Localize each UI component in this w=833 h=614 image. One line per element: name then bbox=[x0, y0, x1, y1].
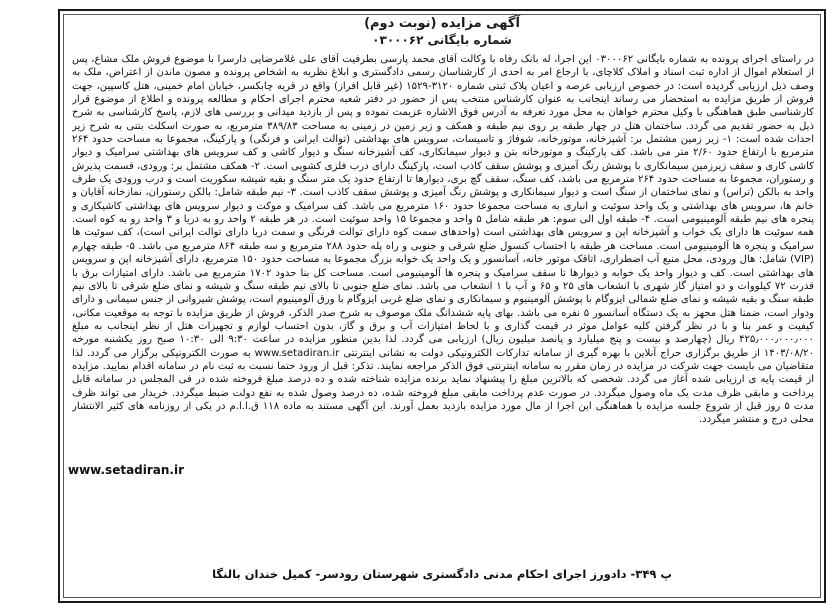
notice-header bbox=[60, 15, 824, 48]
auction-notice bbox=[58, 9, 826, 603]
archive-number: شماره بایگانی ۰۳۰۰۰۶۲ bbox=[372, 33, 512, 47]
website-link[interactable]: www.setadiran.ir bbox=[68, 463, 185, 477]
notice-body: در راستای اجرای پرونده به شماره بایگانی ۰۳۰۰۰۶۲ این اجرا، له بانک رفاه با وکالت آقای محمد پارسی بطرفیت آقای علی غلامرضایی دارسرا با موضوع فروش ملک مشاع، پس از استعلام اموال از اداره ثبت اسناد و املاک کلاچای، با ارجاع امر به احدی از کارشناسان رسمی دادگستری و ابلاغ نظریه به اشخاص پرونده و مصون ماندن از اعتراض، ملک به وصف ذیل ارزیابی گردیده است: در خصوص ارزیابی عرصه و اعیان پلاک ثبتی شماره ۳۱۲۰-۱۵۲۹ (غیر قابل افراز) واقع در قریه چابکسر، خیابان امام خمینی، هتل کاسپین، جهت فروش از طریق مزایده به استحضار می رساند اینجانب به عنوان کارشناس منتخب پس از حضور در دفتر شعبه محترم اجرای احکام و مطالعه پرونده و اطلاع از موضوع قرار کارشناسی طبق هماهنگی با وکیل محترم خواهان به محل مورد تعرفه به آدرس فوق الاشاره عزیمت نموده و پس از بازدید میدانی و بررسی های لازم، پاسخ کارشناسی به شرح ذیل به حضور تقدیم می گردد. ساختمان هتل در چهار طبقه بر روی نیم طبقه و همکف و زیر زمین در زمینی به مساحت ۳۸۹/۸۳ مترمربع، به صورت اسکلت بتنی به شرح زیر احداث شده است: ۱- زیر زمین مشتمل بر: آشپزخانه، موتورخانه، شوفاژ و تاسیسات، سرویس های بهداشتی (توالت ایرانی و فرنگی) و پارکینگ، مجموعا به مساحت حدود ۲۶۴ مترمربع با ارتفاع حدود ۲/۶۰ متر می باشد. کف پارکینگ و موتورخانه بتن و دیوار سیمانکاری، کف آشپزخانه سنگ و دیوار کاشی و کف سرویس های بهداشتی سرامیک و دیوار کاشی کاری و سقف زیرزمین سیمانکاری با پوشش رنگ آمیزی و پوشش سقف کاذب است، پارکینگ دارای درب فلزی کشویی است. ۲- همکف مشتمل بر: ورودی، قسمت پذیرش و رستوران، مجموعا به مساحت حدود ۲۶۴ مترمربع می باشد، کف سنگ، سقف گچ بری، دیوارها تا ارتفاع حدود یک متر سنگ و بقیه شیشه سکوریت است و درب ورودی یک طرف واحد به بالکن (تراس) و نمای ساختمان از سنگ است و دیوار سیمانکاری و پوشش رنگ آمیزی و پوشش سقف کاذب است. ۳- نیم طبقه شامل: بالکن رستوران، نمازخانه آقایان و خانم ها، سرویس های بهداشتی و یک واحد سوئیت و انباری به مساحت مجموعا حدود ۱۶۰ مترمربع می باشد. کف سرامیک و موکت و دیوار سرویس های بهداشتی کاشیکاری و پنجره های نیم طبقه آلومینیومی است. ۴- طبقه اول الی سوم: هر طبقه شامل ۵ واحد و مجموعا ۱۵ واحد سوئیت است. در هر طبقه ۲ واحد رو به دریا و ۳ واحد رو به کوه است. همه سوئیت ها دارای یک خواب و آشپزخانه اپن و سرویس های بهداشتی است (واحدهای سمت کوه دارای توالت فرنگی و سمت دریا دارای توالت ایرانی است)، کف سوئیت ها سرامیک و پنجره ها آلومینیومی است. مساحت هر طبقه با احتساب کنسول ضلع شرقی و جنوبی و راه پله حدود ۲۸۸ مترمربع و سه طبقه ۸۶۴ مترمربع می باشد. ۵- طبقه چهارم (VIP) شامل: هال ورودی، محل منبع آب اضطراری، اتاقک موتور خانه، آسانسور و یک واحد یک خوابه بزرگ مجموعا به مساحت حدود ۱۵۰ مترمربع، دارای آشپزخانه اپن و سرویس های بهداشتی است. کف و دیوار واحد یک خوابه و دیوارها تا سقف سرامیک و پنجره ها آلومینیومی است. مساحت کل بنا حدود ۱۷۰۲ مترمربع می باشد. دارای امتیازات برق با قدرت ۷۲ کیلووات و دو امتیاز گاز شهری با انشعاب های ۲۵ و ۶۵ و آب با ۱ انشعاب می باشد. نمای ضلع جنوبی تا بالای نیم طبقه سنگ و شیشه و نمای ضلع شرقی تا بالای نیم طبقه سنگ و بقیه شیشه و نمای ضلع شمالی ایزوگام با پوشش آلومینیوم و سیمانکاری و نمای ضلع غربی ایزوگام با ورق آلومینیوم است، پوشش شیروانی از جنس سیمانی و دارای ودوار است، ضمنا هتل مجهز به یک دستگاه آسانسور ۵ نفره می باشد. بهای پایه ششدانگ ملک موصوف به شرح صدر الذکر، فروش از طریق مزایده با توجه به موقعیت مکانی، کیفیت و عمر بنا و با در نظر گرفتن کلیه عوامل موثر در قیمت گذاری و با لحاظ امتیازات آب و برق و گاز، بدون احتساب لوازم و تجهیزات هتل از نظر اینجانب به مبلغ ۴۲۵٫۰۰۰٫۰۰۰٫۰۰۰ ریال (چهارصد و بیست و پنج میلیارد و پانصد میلیون ریال) ارزیابی می گردد. لذا بدین منظور مزایده در ساعت ۹:۳۰ الی ۱۰:۳۰ صبح روز یکشنبه مورخه ۱۴۰۳/۰۸/۲۰ از طریق برگزاری حراج آنلاین با بهره گیری از سامانه تدارکات الکترونیکی دولت به نشانی اینترنتی www.setadiran.ir به صورت الکترونیکی برگزار می گردد. لذا متقاضیان می بایست جهت شرکت در مزایده در زمان مقرر به سامانه اینترنتی فوق الذکر مراجعه نمایند. تذکر: قبل از ورود حتما نسبت به ثبت نام در سامانه اقدام نمایید. مزایده از قیمت پایه ی ارزیابی شده آغاز می گردد. شخصی که بالاترین مبلغ را پیشنهاد نماید برنده مزایده شناخته شده و ده درصد مبلغ فروخته شده در فی المجلس در سامانه قابل پرداخت و مابقی ظرف مدت یک ماه وصول میگردد. در صورت عدم پرداخت مابقی مبلغ فروخته شده، ده درصد وصول شده به نفع دولت ضبط میگردد. خریدار می تواند ظرف مدت ۵ روز قبل از شروع جلسه مزایده با هماهنگی این اجرا از مال مورد مزایده بازدید بعمل آورند. این آگهی مستند به ماده ۱۱۸ ق.ا.ا.م در یکی از روزنامه های کثیر الانتشار محلی درج و منتشر میگردد. bbox=[72, 54, 814, 426]
notice-signature: پ ۳۴۹- دادورز اجرای احکام مدنی دادگستری شهرستان رودسر- کمیل خندان بالنگا bbox=[212, 567, 672, 581]
notice-title: آگهی مزایده (نوبت دوم) bbox=[364, 16, 520, 31]
